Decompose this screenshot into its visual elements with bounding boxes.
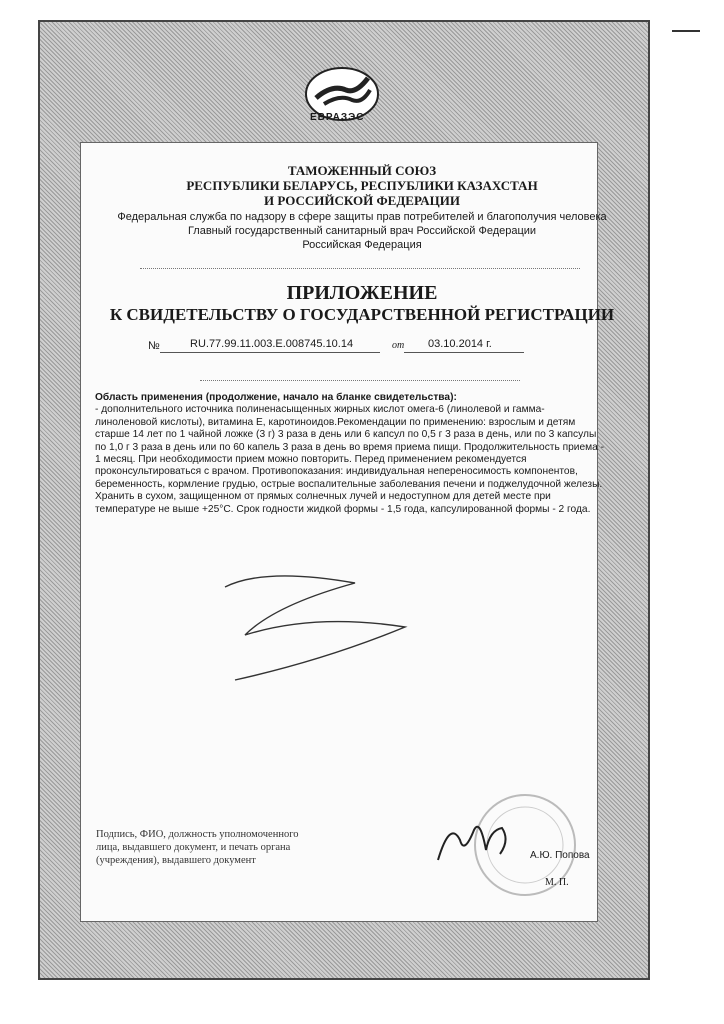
number-underline bbox=[160, 352, 380, 353]
page-title: ПРИЛОЖЕНИЕ bbox=[286, 282, 438, 304]
divider bbox=[200, 380, 520, 381]
divider bbox=[140, 268, 580, 269]
header-union: ТАМОЖЕННЫЙ СОЮЗ bbox=[287, 163, 437, 178]
header-country: Российская Федерация bbox=[302, 239, 422, 251]
header-republics: РЕСПУБЛИКИ БЕЛАРУСЬ, РЕСПУБЛИКИ КАЗАХСТАН bbox=[186, 178, 538, 193]
handwritten-signature bbox=[430, 810, 520, 870]
signature-caption bbox=[96, 828, 386, 867]
cancellation-scribble bbox=[205, 565, 435, 695]
registration-number: RU.77.99.11.003.E.008745.10.14 bbox=[190, 338, 354, 350]
header-russia: И РОССИЙСКОЙ ФЕДЕРАЦИИ bbox=[264, 193, 460, 208]
header-doctor: Главный государственный санитарный врач Российской Федерации bbox=[187, 225, 537, 237]
registration-from-label: от bbox=[392, 340, 405, 351]
header-service: Федеральная служба по надзору в сфере защиты прав потребителей и благополучия человека bbox=[117, 211, 607, 223]
registration-date: 03.10.2014 г. bbox=[428, 338, 492, 350]
logo-text: ЕВРАЗЭС bbox=[310, 112, 365, 123]
date-underline bbox=[404, 352, 524, 353]
scope-text: - дополнительного источника полиненасыщенных жирных кислот омега-6 (линолевой и гамма-линоленовой кислоты), витамина Е, каротиноидов.Рекомендации по применению: взрослым и детям старше 14 лет по 1 чайной ложке (3 г) 3 раза в день или 6 капсул по 0,5 г 3 раза в день, или по 3 капсулы по 1,0 г 3 раза в день или по 60 капель 3 раза в день во время приема пищи. Продолжительность приема - 1 месяц. При необходимости прием можно повторить. Перед применением рекомендуется проконсультироваться с врачом. Противопоказания: индивидуальная непереносимость компонентов, беременность, кормление грудью, острые воспалительные заболевания печени и поджелудочной железы. Хранить в сухом, защищенном от прямых солнечных лучей и недоступном для детей месте при температуре не выше +25°С. Срок годности жидкой формы - 1,5 года, капсулированной формы - 2 года. bbox=[95, 404, 605, 515]
scope-heading: Область применения (продолжение, начало на бланке свидетельства): bbox=[95, 392, 457, 403]
registration-no-label: № bbox=[148, 340, 160, 352]
stamp-place-label: М. П. bbox=[545, 877, 569, 888]
signer-name: А.Ю. Попова bbox=[530, 850, 590, 861]
margin-mark bbox=[672, 30, 700, 32]
page-subtitle: К СВИДЕТЕЛЬСТВУ О ГОСУДАРСТВЕННОЙ РЕГИСТРАЦИИ bbox=[109, 305, 615, 324]
scope-of-application bbox=[95, 392, 605, 516]
caption-line: Подпись, ФИО, должность уполномоченного bbox=[96, 829, 299, 840]
caption-line: (учреждения), выдавшего документ bbox=[96, 855, 256, 866]
caption-line: лица, выдавшего документ, и печать органа bbox=[96, 842, 291, 853]
